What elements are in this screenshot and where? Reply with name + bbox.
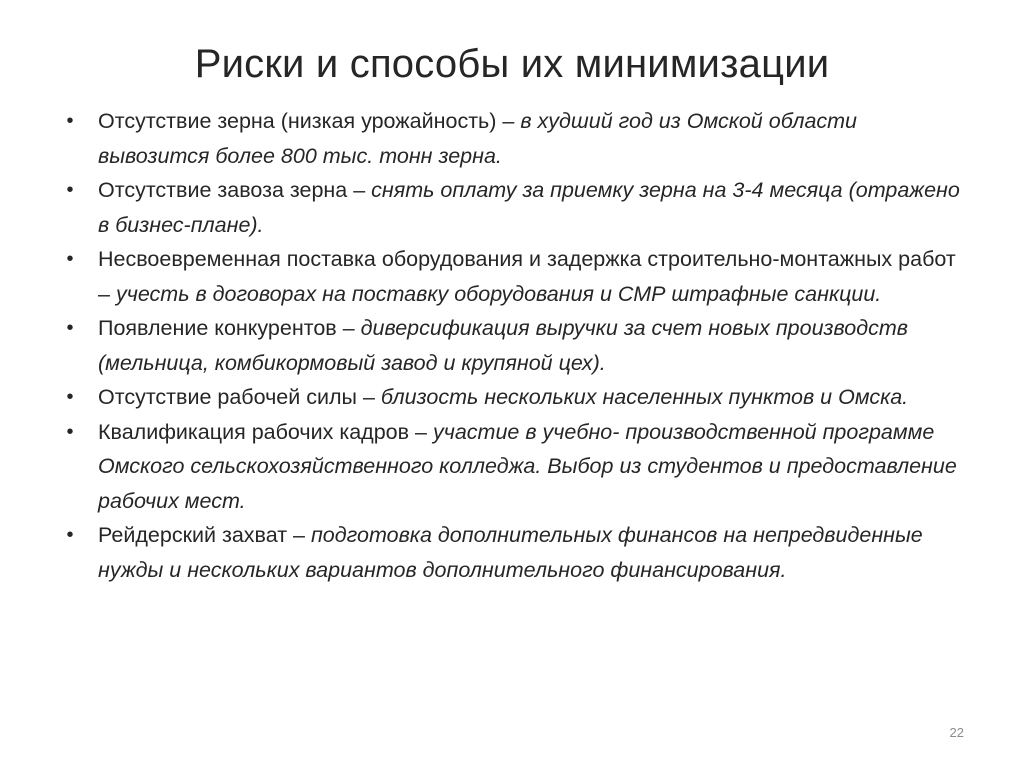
bullet-icon: • — [66, 248, 74, 270]
risk-text: Несвоевременная поставка оборудования и задержка строительно-монтажных работ — [98, 247, 956, 271]
risk-list — [60, 104, 960, 587]
risk-separator: – — [287, 523, 311, 547]
list-item — [60, 311, 960, 380]
page-number: 22 — [949, 725, 964, 740]
risk-separator: – — [347, 178, 372, 202]
risk-text: Квалификация рабочих кадров — [98, 419, 410, 444]
mitigation-text: в худший год из Омской области вывозится более 800 тыс. тонн зерна. — [98, 109, 858, 168]
risk-separator: – — [409, 419, 433, 444]
mitigation-text: снять оплату за приемку зерна на 3-4 месяца (отражено в бизнес-плане). — [98, 178, 960, 237]
mitigation-text: участие в учебно- производственной программе Омского сельскохозяйственного колледжа. Выбор из студентов и предоставление рабочих мест. — [98, 419, 957, 513]
mitigation-text: диверсификация выручки за счет новых производств (мельница, комбикормовый завод и крупяной цех). — [98, 316, 908, 375]
mitigation-text: подготовка дополнительных финансов на непредвиденные нужды и нескольких вариантов дополнительного финансирования. — [98, 523, 923, 582]
risk-separator: – — [496, 109, 521, 133]
list-item — [60, 380, 960, 415]
risk-separator: – — [357, 385, 381, 409]
risk-separator: – — [98, 281, 116, 306]
risk-text: Отсутствие завоза зерна — [98, 178, 348, 202]
list-item — [60, 104, 960, 173]
bullet-icon: • — [66, 386, 74, 408]
risk-text: Появление конкурентов — [98, 316, 337, 340]
risk-text: Отсутствие зерна (низкая урожайность) — [98, 109, 497, 133]
risk-separator: – — [336, 316, 361, 340]
bullet-icon: • — [66, 420, 74, 443]
bullet-icon: • — [66, 110, 74, 132]
bullet-icon: • — [66, 179, 74, 201]
risk-text: Рейдерский захват — [98, 523, 288, 547]
list-item — [60, 173, 960, 242]
risk-text: Отсутствие рабочей силы — [98, 385, 358, 409]
mitigation-text: учесть в договорах на поставку оборудования и СМР штрафные санкции. — [115, 281, 882, 306]
bullet-icon: • — [66, 317, 74, 339]
bullet-icon: • — [66, 524, 74, 546]
list-item — [60, 242, 960, 311]
list-item — [60, 415, 960, 519]
list-item — [60, 518, 960, 587]
slide-title: Риски и способы их минимизации — [194, 42, 830, 86]
mitigation-text: близость нескольких населенных пунктов и Омска. — [380, 385, 909, 409]
